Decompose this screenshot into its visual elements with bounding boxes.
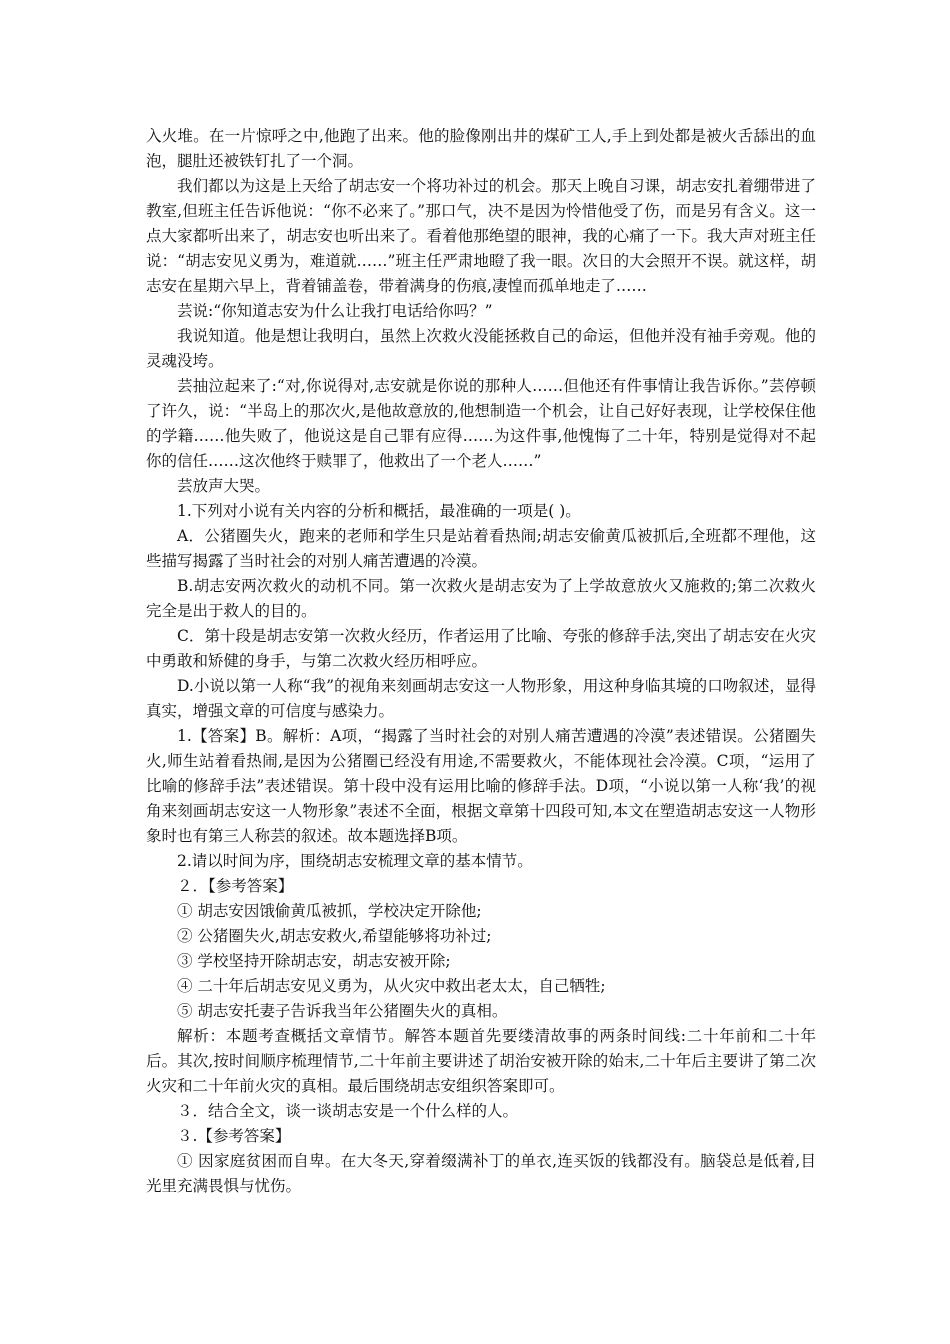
paragraph: 1.【答案】B。解析：A项，“揭露了当时社会的对别人痛苦遭遇的冷漠”表述错误。公猪圈失火,师生站着看热闹,是因为公猪圈已经没有用途,不需要救火，不能体现社会冷漠。C项，“运用了比喻的修辞手法”表述错误。第十段中没有运用比喻的修辞手法。D项，“小说以第一人称‘我’的视角来刻画胡志安这一人物形象”表述不全面，根据文章第十四段可知,本文在塑造胡志安这一人物形象时也有第三人称芸的叙述。故本题选择B项。: [146, 727, 816, 845]
paragraph: ３．结合全文，谈一谈胡志安是一个什么样的人。: [177, 1102, 519, 1120]
paragraph: 我说知道。他是想让我明白，虽然上次救火没能拯救自己的命运，但他并没有袖手旁观。他的灵魂没垮。: [146, 327, 816, 370]
paragraph: 2.请以时间为序，围绕胡志安梳理文章的基本情节。: [177, 852, 533, 870]
paragraph: 我们都以为这是上天给了胡志安一个将功补过的机会。那天上晚自习课，胡志安扎着绷带进了教室,但班主任告诉他说：“你不必来了。”那口气，决不是因为怜惜他受了伤，而是另有含义。这一点大家都听出来了，胡志安也听出来了。看着他那绝望的眼神，我的心痛了一下。我大声对班主任说：“胡志安见义勇为，难道就……”班主任严肃地瞪了我一眼。次日的大会照开不误。就这样，胡志安在星期六早上，背着铺盖卷，带着满身的伤痕,凄惶而孤单地走了……: [146, 177, 816, 295]
paragraph: ① 胡志安因饿偷黄瓜被抓，学校决定开除他;: [177, 902, 482, 920]
paragraph: ⑤ 胡志安托妻子告诉我当年公猪圈失火的真相。: [177, 1002, 508, 1020]
paragraph: ③ 学校坚持开除胡志安，胡志安被开除;: [177, 952, 451, 970]
paragraph: D.小说以第一人称“我”的视角来刻画胡志安这一人物形象，用这种身临其境的口吻叙述，显得真实，增强文章的可信度与感染力。: [146, 677, 816, 720]
paragraph: C．第十段是胡志安第一次救火经历，作者运用了比喻、夸张的修辞手法,突出了胡志安在火灾中勇敢和矫健的身手，与第二次救火经历相呼应。: [146, 627, 816, 670]
paragraph: 入火堆。在一片惊呼之中,他跑了出来。他的脸像刚出井的煤矿工人,手上到处都是被火舌舔出的血泡，腿肚还被铁钉扎了一个洞。: [146, 127, 816, 170]
paragraph: 芸放声大哭。: [177, 477, 271, 495]
paragraph: 芸抽泣起来了:“对,你说得对,志安就是你说的那种人……但他还有件事情让我告诉你。”芸停顿了许久，说：“半岛上的那次火,是他故意放的,他想制造一个机会，让自己好好表现，让学校保住他的学籍……他失败了，他说这是自己罪有应得……为这件事,他愧悔了二十年，特别是觉得对不起你的信任……这次他终于赎罪了，他救出了一个老人……”: [146, 377, 816, 470]
paragraph: 芸说:“你知道志安为什么让我打电话给你吗？”: [177, 302, 493, 320]
paragraph: ２．【参考答案】: [177, 877, 294, 895]
paragraph: B.胡志安两次救火的动机不同。第一次救火是胡志安为了上学故意放火又施救的;第二次救火完全是出于救人的目的。: [146, 577, 816, 620]
paragraph: ② 公猪圈失火,胡志安救火,希望能够将功补过;: [177, 927, 492, 945]
paragraph: A．公猪圈失火，跑来的老师和学生只是站着看热闹;胡志安偷黄瓜被抓后,全班都不理他，这些描写揭露了当时社会的对别人痛苦遭遇的冷漠。: [146, 527, 816, 570]
paragraph: ① 因家庭贫困而自卑。在大冬天,穿着缀满补丁的单衣,连买饭的钱都没有。脑袋总是低着,目光里充满畏惧与忧伤。: [146, 1152, 816, 1195]
paragraph: 1.下列对小说有关内容的分析和概括，最准确的一项是( )。: [177, 502, 581, 520]
paragraph: ３.【参考答案】: [177, 1127, 291, 1145]
document-body: [146, 124, 816, 1199]
paragraph: ④ 二十年后胡志安见义勇为，从火灾中救出老太太，自己牺牲;: [177, 977, 606, 995]
paragraph: 解析：本题考查概括文章情节。解答本题首先要缕清故事的两条时间线:二十年前和二十年后。其次,按时间顺序梳理情节,二十年前主要讲述了胡治安被开除的始末,二十年后主要讲了第二次火灾和二十年前火灾的真相。最后围绕胡志安组织答案即可。: [146, 1027, 816, 1095]
